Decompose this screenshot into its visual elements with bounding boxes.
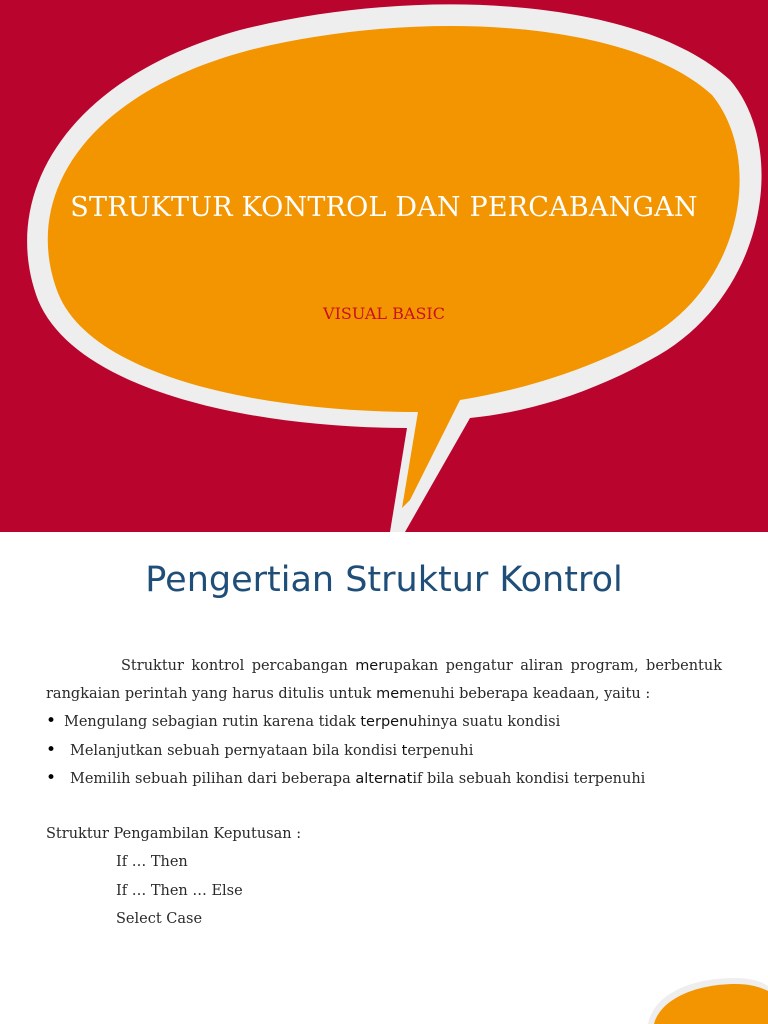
decision-item: If … Then … Else — [116, 882, 243, 899]
corner-bubble-decoration — [640, 972, 768, 1024]
text-run-bold: alternat — [355, 771, 413, 787]
content-slide — [0, 532, 768, 1024]
text-run: Mengulang sebagian rutin karena tidak — [64, 714, 361, 730]
text-run: erpenuhi — [407, 742, 474, 759]
text-run-bold: mer — [355, 658, 385, 674]
text-run: upakan pengatur aliran program, berbentuk — [384, 658, 723, 674]
intro-paragraph — [46, 652, 722, 708]
decision-item: Select Case — [116, 910, 203, 927]
paragraph-line — [46, 680, 722, 708]
bullet-list — [46, 708, 726, 794]
text-run-bold: terpenu — [360, 714, 418, 730]
text-run: Melanjutkan sebuah pernyataan bila kondisi — [70, 742, 402, 759]
text-run: if bila sebuah kondisi terpenuhi — [412, 771, 646, 787]
decision-structure-list — [46, 820, 301, 933]
text-run: Memilih sebuah pilihan dari beberapa — [70, 771, 356, 787]
list-item — [46, 708, 726, 737]
text-run-bold: mem — [376, 686, 414, 702]
decision-item: If … Then — [116, 854, 188, 871]
decision-title: Struktur Pengambilan Keputusan : — [46, 826, 302, 842]
text-run: hinya suatu kondisi — [417, 714, 561, 730]
text-run: enuhi beberapa keadaan, yaitu : — [413, 686, 651, 702]
slide-heading: Pengertian Struktur Kontrol — [145, 560, 623, 600]
text-run: Struktur kontrol percabangan — [121, 658, 356, 674]
paragraph-line — [46, 652, 722, 680]
list-item — [46, 765, 726, 794]
slide-subtitle: VISUAL BASIC — [323, 304, 445, 323]
slide-title: STRUKTUR KONTROL DAN PERCABANGAN — [70, 192, 698, 223]
text-run-bold: t — [401, 742, 408, 759]
list-item — [46, 737, 726, 766]
text-run: rangkaian perintah yang harus ditulis untuk — [46, 686, 377, 702]
